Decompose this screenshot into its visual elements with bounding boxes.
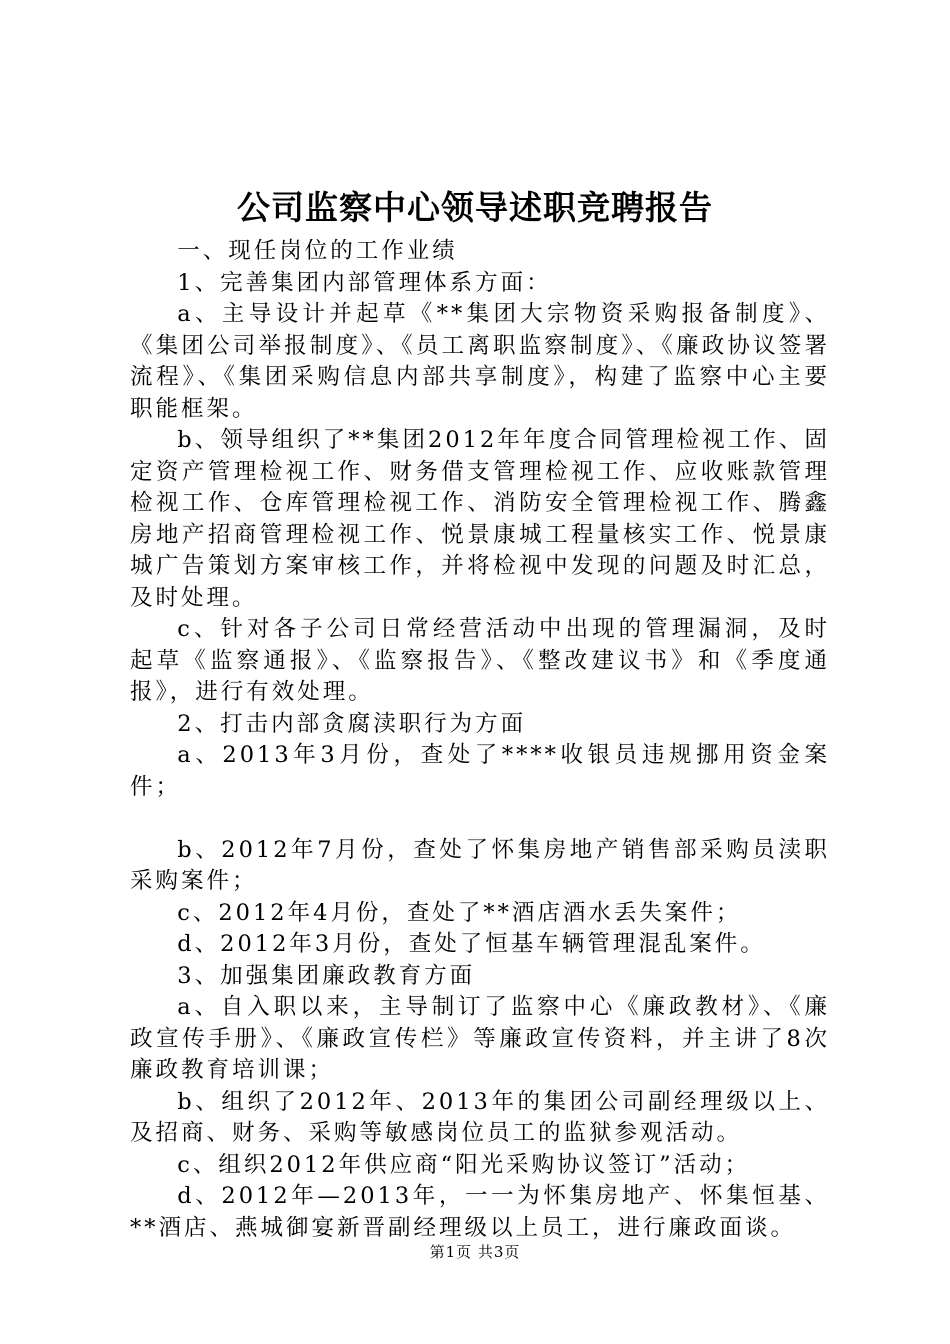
body-paragraph: a、2013年3月份，查处了****收银员违规挪用资金案件； [130, 742, 830, 800]
section-heading: 一、现任岗位的工作业绩 [177, 238, 458, 264]
page-number-footer: 第1页 共3页 [429, 1243, 521, 1261]
body-paragraph: b、领导组织了**集团2012年年度合同管理检视工作、固定资产管理检视工作、财务借支管理检视工作、应收账款管理检视工作、仓库管理检视工作、消防安全管理检视工作、腾鑫房地产招商管理检视工作、悦景康城工程量核实工作、悦景康城广告策划方案审核工作，并将检视中发现的问题及时汇总，及时处理。 [130, 427, 830, 611]
body-paragraph: a、自入职以来，主导制订了监察中心《廉政教材》、《廉政宣传手册》、《廉政宣传栏》等廉政宣传资料，并主讲了8次廉政教育培训课； [130, 994, 830, 1083]
subsection-heading: 3、加强集团廉政教育方面 [177, 962, 476, 989]
body-paragraph: d、2012年3月份，查处了恒基车辆管理混乱案件。 [177, 931, 766, 957]
body-paragraph: c、2012年4月份，查处了**酒店酒水丢失案件； [177, 899, 742, 926]
document-body [130, 236, 830, 1244]
document-title: 公司监察中心领导述职竞聘报告 [237, 188, 713, 227]
body-paragraph: b、2012年7月份，查处了怀集房地产销售部采购员渎职采购案件； [130, 836, 830, 894]
subsection-heading: 1、完善集团内部管理体系方面： [177, 269, 552, 296]
body-paragraph: c、组织2012年供应商“阳光采购协议签订”活动； [177, 1151, 751, 1178]
body-paragraph: c、针对各子公司日常经营活动中出现的管理漏洞，及时起草《监察通报》、《监察报告》、《整改建议书》和《季度通报》，进行有效处理。 [130, 616, 830, 705]
subsection-heading: 2、打击内部贪腐渎职行为方面 [177, 710, 527, 737]
body-paragraph: b、组织了2012年、2013年的集团公司副经理级以上、及招商、财务、采购等敏感岗位员工的监狱参观活动。 [130, 1088, 830, 1146]
body-paragraph: d、2012年—2013年，一一为怀集房地产、怀集恒基、**酒店、燕城御宴新晋副经理级以上员工，进行廉政面谈。 [130, 1183, 830, 1241]
body-paragraph: a、主导设计并起草《**集团大宗物资采购报备制度》、《集团公司举报制度》、《员工离职监察制度》、《廉政协议签署流程》、《集团采购信息内部共享制度》，构建了监察中心主要职能框架。 [130, 301, 830, 422]
